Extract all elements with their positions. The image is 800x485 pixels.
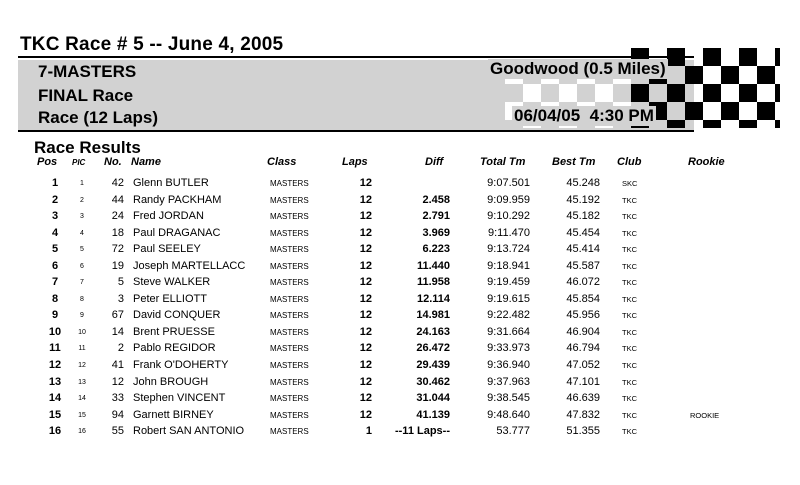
- result-total-time: 9:11.470: [487, 226, 530, 239]
- result-pic: 8: [80, 295, 84, 303]
- result-pos: 12: [48, 359, 62, 372]
- col-no: No.: [104, 156, 122, 168]
- result-number: 18: [111, 226, 124, 239]
- col-diff: Diff: [425, 156, 444, 168]
- result-best-time: 45.854: [566, 292, 600, 305]
- result-name: Paul SEELEY: [133, 243, 201, 256]
- result-club: TKC: [622, 377, 637, 387]
- table-row: [0, 226, 800, 243]
- result-best-time: 45.587: [566, 259, 600, 272]
- flag-square: [775, 84, 780, 102]
- result-number: 44: [111, 193, 124, 206]
- result-diff: 11.440: [416, 259, 450, 272]
- flag-square: [739, 48, 757, 66]
- result-number: 12: [111, 375, 124, 388]
- flag-square: [757, 66, 775, 84]
- result-pos: 16: [48, 425, 62, 438]
- table-row: [0, 275, 800, 292]
- result-name: David CONQUER: [133, 309, 221, 322]
- result-name: Frank O'DOHERTY: [133, 359, 229, 372]
- result-number: 33: [111, 392, 124, 405]
- result-laps: 12: [359, 375, 372, 388]
- result-laps: 12: [359, 276, 372, 289]
- result-pic: 6: [80, 262, 84, 270]
- col-laps: Laps: [342, 156, 368, 168]
- result-name: Garnett BIRNEY: [133, 408, 214, 421]
- result-class: MASTERS: [270, 410, 309, 420]
- result-best-time: 45.248: [566, 177, 600, 189]
- result-name: Paul DRAGANAC: [133, 226, 221, 239]
- table-row: [0, 193, 800, 210]
- result-pic: 9: [80, 312, 84, 320]
- result-pos: 9: [51, 309, 59, 322]
- result-number: 41: [111, 359, 124, 372]
- result-pic: 13: [78, 378, 86, 386]
- result-pic: 16: [78, 428, 86, 436]
- flag-square: [631, 84, 649, 102]
- result-class: MASTERS: [270, 311, 309, 321]
- result-total-time: 9:36.940: [487, 359, 530, 372]
- result-diff: 11.958: [416, 276, 450, 289]
- result-name: Robert SAN ANTONIO: [133, 425, 245, 438]
- col-rookie: Rookie: [688, 156, 725, 168]
- table-row: [0, 375, 800, 392]
- result-total-time: 9:18.941: [487, 259, 530, 272]
- result-diff: 12.114: [416, 292, 450, 305]
- result-name: Randy PACKHAM: [133, 193, 222, 206]
- flag-square: [685, 66, 703, 84]
- result-laps: 12: [359, 292, 372, 305]
- result-laps: 12: [359, 359, 372, 372]
- result-club: TKC: [622, 344, 637, 354]
- result-name: Glenn BUTLER: [133, 177, 209, 189]
- result-diff: 6.223: [422, 243, 450, 256]
- result-pos: 15: [48, 408, 62, 421]
- result-total-time: 9:37.963: [487, 375, 530, 388]
- result-club: TKC: [622, 261, 637, 271]
- result-pic: 10: [78, 328, 86, 336]
- section-title: Race Results: [34, 138, 141, 157]
- result-diff: 30.462: [416, 375, 450, 388]
- table-row: [0, 292, 800, 309]
- result-class: MASTERS: [270, 245, 309, 255]
- flag-square: [667, 84, 685, 102]
- result-class: MASTERS: [270, 394, 309, 404]
- result-laps: 1: [365, 425, 372, 438]
- result-club: TKC: [622, 228, 637, 238]
- result-club: TKC: [622, 327, 637, 337]
- result-number: 2: [117, 342, 124, 355]
- result-pos: 6: [51, 259, 59, 272]
- result-total-time: 9:07.501: [487, 177, 530, 189]
- result-club: TKC: [622, 294, 637, 304]
- result-name: Fred JORDAN: [133, 210, 204, 223]
- flag-square: [721, 66, 739, 84]
- result-name: Joseph MARTELLACC: [133, 259, 246, 272]
- table-row: [0, 391, 800, 408]
- report-title: TKC Race # 5 -- June 4, 2005: [20, 34, 284, 55]
- result-number: 24: [111, 210, 124, 223]
- result-club: TKC: [622, 410, 637, 420]
- result-pos: 8: [51, 292, 59, 305]
- result-best-time: 45.414: [566, 243, 600, 256]
- table-row: [0, 408, 800, 425]
- table-row: [0, 358, 800, 375]
- result-pic: 3: [80, 213, 84, 221]
- result-number: 19: [111, 259, 124, 272]
- result-best-time: 45.956: [566, 309, 600, 322]
- result-best-time: 47.052: [566, 359, 600, 372]
- flag-square: [667, 48, 685, 66]
- result-laps: 12: [359, 259, 372, 272]
- table-row: [0, 209, 800, 226]
- result-club: SKC: [622, 179, 638, 188]
- flag-square: [703, 84, 721, 102]
- result-pos: 11: [49, 342, 61, 355]
- result-best-time: 47.832: [566, 408, 600, 421]
- result-laps: 12: [359, 342, 372, 355]
- result-pic: 1: [80, 180, 84, 187]
- result-laps: 12: [359, 193, 372, 206]
- result-class: MASTERS: [270, 228, 309, 238]
- result-club: TKC: [622, 311, 637, 321]
- result-best-time: 46.794: [566, 342, 600, 355]
- result-rookie: ROOKIE: [690, 410, 720, 420]
- result-diff: --11 Laps--: [394, 425, 450, 438]
- result-number: 14: [111, 325, 124, 338]
- result-best-time: 46.904: [566, 325, 600, 338]
- result-number: 67: [111, 309, 124, 322]
- result-pos: 4: [51, 226, 59, 239]
- table-row: [0, 242, 800, 259]
- table-row: [0, 259, 800, 276]
- result-diff: 41.139: [416, 408, 450, 421]
- result-total-time: 53.777: [496, 425, 530, 438]
- result-class: MASTERS: [270, 294, 309, 304]
- result-diff: 26.472: [416, 342, 450, 355]
- result-number: 5: [117, 276, 124, 289]
- result-number: 3: [117, 292, 124, 305]
- result-class: MASTERS: [270, 261, 309, 271]
- result-class: MASTERS: [270, 377, 309, 387]
- result-total-time: 9:19.459: [487, 276, 530, 289]
- table-row: [0, 325, 800, 342]
- result-total-time: 9:31.664: [487, 325, 530, 338]
- result-best-time: 46.072: [566, 276, 600, 289]
- result-club: TKC: [622, 195, 637, 205]
- result-club: TKC: [622, 212, 637, 222]
- result-total-time: 9:09.959: [487, 193, 530, 206]
- result-laps: 12: [359, 226, 372, 239]
- result-class: MASTERS: [270, 344, 309, 354]
- result-pic: 11: [78, 345, 86, 353]
- result-total-time: 9:48.640: [487, 408, 530, 421]
- flag-square: [595, 84, 613, 102]
- result-laps: 12: [359, 243, 372, 256]
- flag-square: [559, 84, 577, 102]
- flag-square: [685, 102, 703, 120]
- result-diff: 24.163: [416, 325, 450, 338]
- result-pos: 3: [51, 210, 59, 223]
- result-number: 42: [111, 177, 124, 189]
- result-laps: 12: [359, 210, 372, 223]
- flag-square: [775, 48, 780, 66]
- result-club: TKC: [622, 427, 637, 437]
- result-pic: 12: [78, 362, 86, 370]
- result-diff: 2.458: [422, 193, 450, 206]
- result-diff: 29.439: [416, 359, 450, 372]
- race-date-time: 06/04/05 4:30 PM: [514, 106, 654, 125]
- result-laps: 12: [359, 392, 372, 405]
- table-row: [0, 176, 800, 193]
- table-row: [0, 341, 800, 358]
- result-club: TKC: [622, 361, 637, 371]
- result-pic: 7: [80, 279, 84, 287]
- results-table: [0, 176, 800, 441]
- track-name: Goodwood (0.5 Miles): [490, 59, 666, 78]
- flag-square: [721, 102, 739, 120]
- result-club: TKC: [622, 394, 637, 404]
- result-pos: 7: [51, 276, 59, 289]
- result-number: 72: [111, 243, 124, 256]
- result-best-time: 47.101: [566, 375, 600, 388]
- flag-square: [703, 48, 721, 66]
- result-pos: 13: [48, 375, 62, 388]
- result-total-time: 9:22.482: [487, 309, 530, 322]
- result-pic: 14: [78, 395, 86, 403]
- flag-square: [703, 120, 721, 128]
- result-name: Steve WALKER: [133, 276, 211, 289]
- flag-square: [523, 84, 541, 102]
- result-club: TKC: [622, 245, 637, 255]
- result-total-time: 9:10.292: [487, 210, 530, 223]
- result-total-time: 9:33.973: [487, 342, 530, 355]
- session-name: FINAL Race: [38, 86, 134, 105]
- col-best: Best Tm: [552, 156, 596, 168]
- result-pos: 1: [51, 177, 59, 189]
- col-club: Club: [617, 156, 642, 168]
- class-name: 7-MASTERS: [38, 62, 137, 81]
- result-class: MASTERS: [270, 327, 309, 337]
- result-total-time: 9:13.724: [487, 243, 530, 256]
- result-laps: 12: [359, 309, 372, 322]
- result-class: MASTERS: [270, 361, 309, 371]
- result-diff: 2.791: [422, 210, 450, 223]
- col-pos: Pos: [37, 156, 58, 168]
- result-pos: 10: [48, 325, 62, 338]
- result-pic: 15: [78, 411, 86, 419]
- flag-square: [775, 120, 780, 128]
- col-pic: PIC: [72, 158, 86, 167]
- result-total-time: 9:19.615: [487, 292, 530, 305]
- table-row: [0, 308, 800, 325]
- result-name: Brent PRUESSE: [133, 325, 215, 338]
- result-pic: 2: [80, 196, 84, 204]
- result-laps: 12: [359, 408, 372, 421]
- flag-square: [739, 120, 757, 128]
- result-pos: 2: [51, 193, 59, 206]
- result-class: MASTERS: [270, 427, 309, 437]
- col-name: Name: [131, 156, 161, 168]
- col-class: Class: [267, 156, 297, 168]
- race-length: Race (12 Laps): [38, 108, 158, 127]
- result-diff: 14.981: [416, 309, 450, 322]
- result-name: Peter ELLIOTT: [133, 292, 207, 305]
- result-laps: 12: [359, 177, 372, 189]
- result-pos: 5: [51, 243, 59, 256]
- flag-square: [757, 102, 775, 120]
- result-best-time: 46.639: [566, 392, 600, 405]
- result-best-time: 45.192: [566, 193, 600, 206]
- flag-square: [739, 84, 757, 102]
- result-diff: 3.969: [422, 226, 450, 239]
- col-total: Total Tm: [480, 156, 526, 168]
- result-total-time: 9:38.545: [487, 392, 530, 405]
- result-number: 94: [111, 408, 124, 421]
- flag-square: [667, 120, 685, 128]
- result-class: MASTERS: [270, 212, 309, 222]
- result-number: 55: [111, 425, 124, 438]
- result-name: John BROUGH: [133, 375, 209, 388]
- result-pic: 4: [80, 229, 84, 237]
- table-row: [0, 424, 800, 441]
- result-laps: 12: [359, 325, 372, 338]
- result-name: Pablo REGIDOR: [133, 342, 216, 355]
- result-club: TKC: [622, 278, 637, 288]
- result-class: MASTERS: [270, 195, 309, 205]
- result-pos: 14: [48, 392, 62, 405]
- result-name: Stephen VINCENT: [133, 392, 226, 405]
- result-best-time: 51.355: [566, 425, 600, 438]
- result-class: MASTERS: [270, 179, 309, 188]
- result-diff: 31.044: [416, 392, 450, 405]
- result-best-time: 45.182: [566, 210, 600, 223]
- result-best-time: 45.454: [566, 226, 600, 239]
- result-class: MASTERS: [270, 278, 309, 288]
- result-pic: 5: [80, 246, 84, 254]
